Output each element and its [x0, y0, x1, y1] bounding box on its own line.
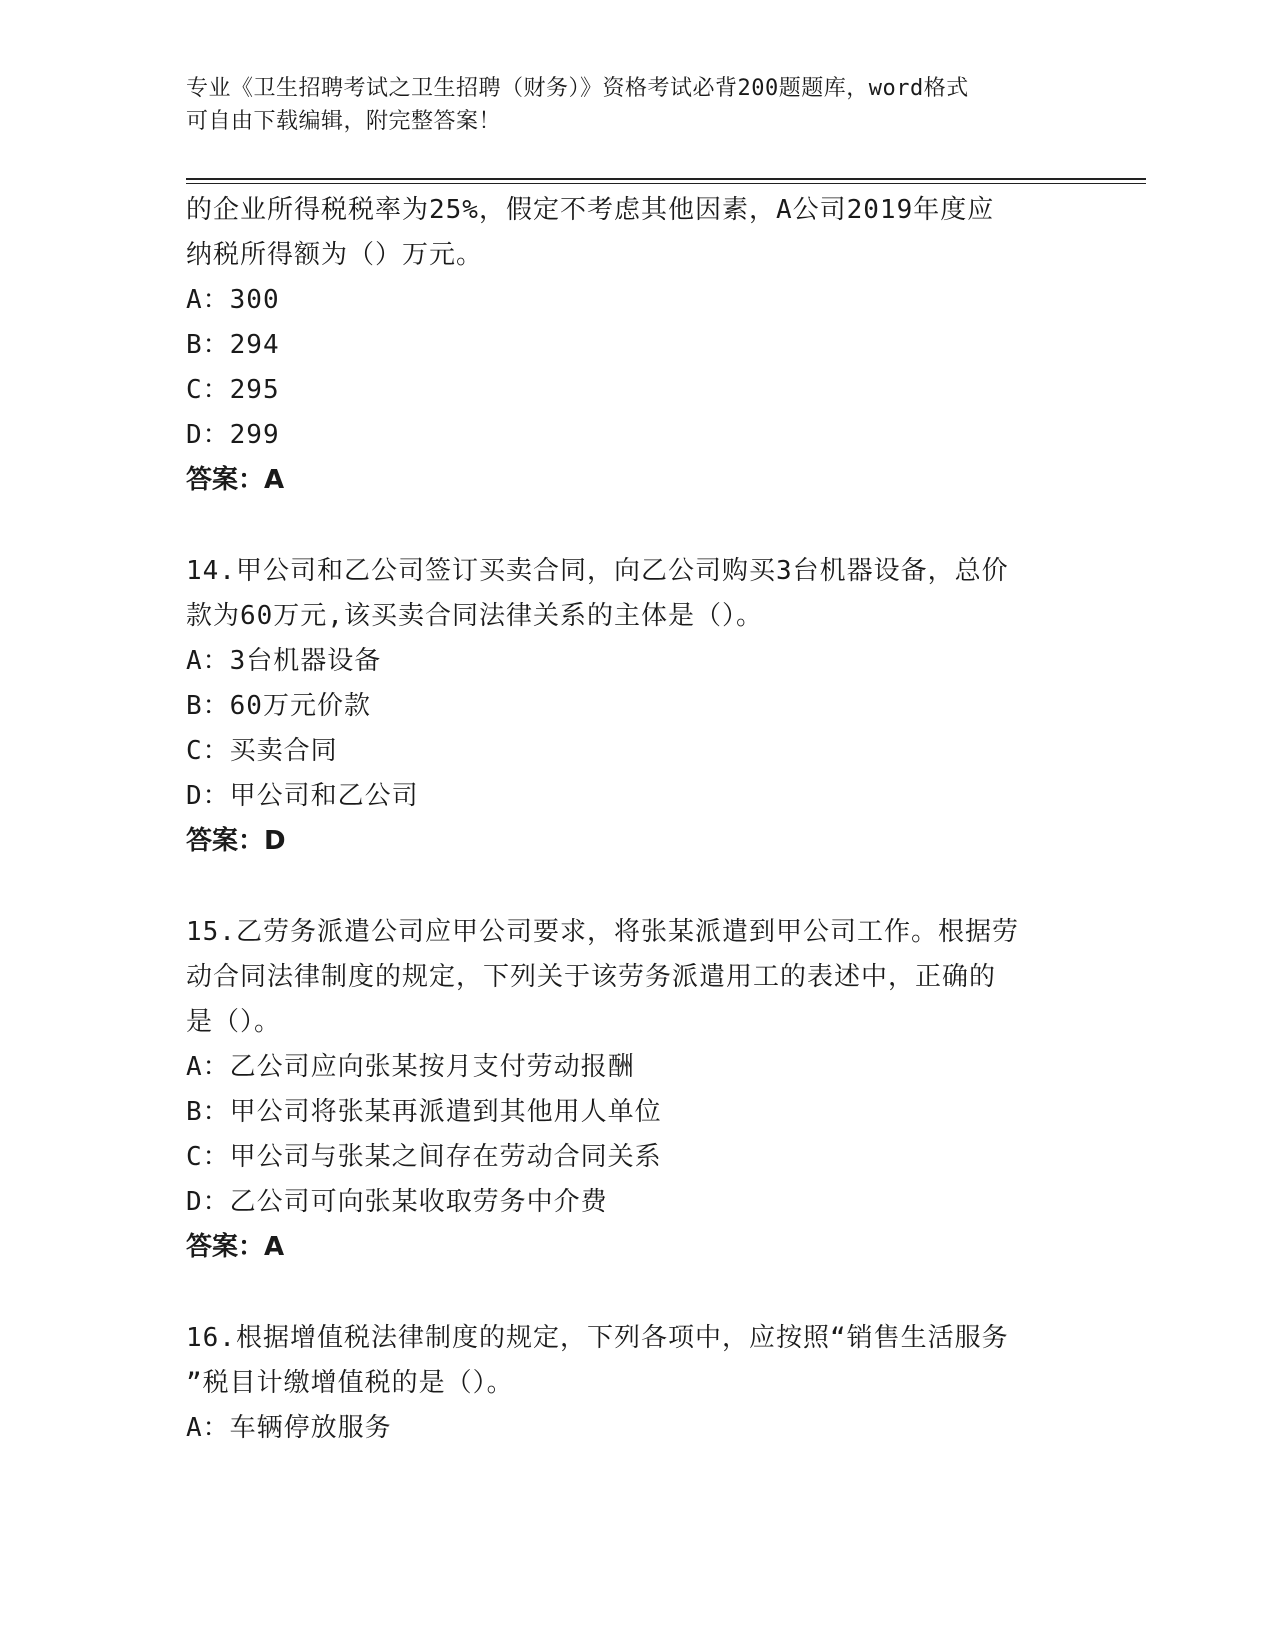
header-line-1: 专业《卫生招聘考试之卫生招聘（财务）》资格考试必背200题题库，word格式 [186, 76, 969, 101]
option-b: B：60万元价款 [186, 691, 371, 721]
header-divider-thin [186, 183, 1146, 184]
option-a: A：300 [186, 285, 280, 315]
option-d: D：乙公司可向张某收取劳务中介费 [186, 1187, 608, 1217]
question-stem: 的企业所得税税率为25%，假定不考虑其他因素，A公司2019年度应 [186, 195, 995, 225]
question-list [186, 188, 1086, 1451]
question-stem: 14.甲公司和乙公司签订买卖合同，向乙公司购买3台机器设备，总价 [186, 556, 1009, 586]
question-15 [186, 910, 1086, 1270]
header-line-2: 可自由下载编辑，附完整答案！ [186, 109, 502, 134]
question-stem: 是（）。 [186, 1007, 282, 1037]
question-stem: 16.根据增值税法律制度的规定，下列各项中，应按照“销售生活服务 [186, 1323, 1009, 1353]
option-a: A：3台机器设备 [186, 646, 382, 676]
question-stem: ”税目计缴增值税的是（）。 [186, 1368, 514, 1398]
question-stem: 15.乙劳务派遣公司应甲公司要求，将张某派遣到甲公司工作。根据劳 [186, 917, 1019, 947]
option-b: B：294 [186, 330, 280, 360]
option-a: A：车辆停放服务 [186, 1413, 392, 1443]
question-16 [186, 1316, 1086, 1451]
option-c: C：295 [186, 375, 280, 405]
question-stem: 动合同法律制度的规定，下列关于该劳务派遣用工的表述中，正确的 [186, 962, 997, 992]
document-header [186, 72, 1086, 138]
question-13 [186, 188, 1086, 503]
answer-label: 答案：A [186, 1232, 285, 1262]
question-stem: 款为60万元,该买卖合同法律关系的主体是（）。 [186, 601, 763, 631]
answer-label: 答案：D [186, 826, 286, 856]
option-d: D：299 [186, 420, 280, 450]
option-a: A：乙公司应向张某按月支付劳动报酬 [186, 1052, 635, 1082]
header-divider [186, 178, 1146, 180]
option-b: B：甲公司将张某再派遣到其他用人单位 [186, 1097, 662, 1127]
question-14 [186, 549, 1086, 864]
question-stem: 纳税所得额为（）万元。 [186, 240, 484, 270]
option-c: C：甲公司与张某之间存在劳动合同关系 [186, 1142, 662, 1172]
option-c: C：买卖合同 [186, 736, 338, 766]
option-d: D：甲公司和乙公司 [186, 781, 419, 811]
answer-label: 答案：A [186, 465, 285, 495]
